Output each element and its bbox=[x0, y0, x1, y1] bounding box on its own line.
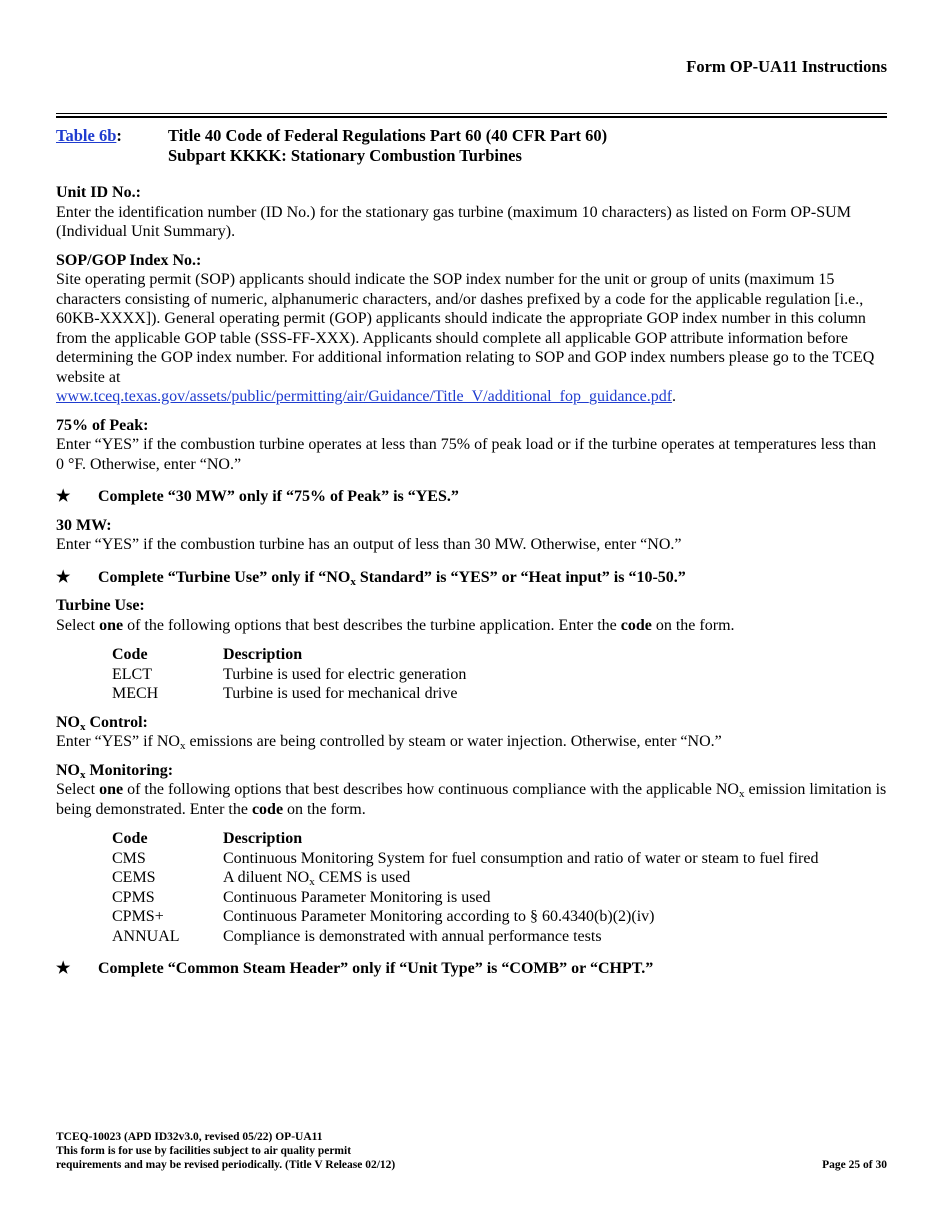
tu-text-pre: Select bbox=[56, 616, 100, 634]
code-cell: CPMS bbox=[112, 888, 155, 906]
table-title-block bbox=[56, 126, 887, 165]
nox-control-text bbox=[56, 732, 887, 752]
cems-desc-pre: A diluent NO bbox=[223, 869, 310, 886]
nox-control-title-sub: x bbox=[80, 720, 86, 733]
nox-control-text-post: emissions are being controlled by steam or water injection. Otherwise, enter “NO.” bbox=[185, 733, 722, 750]
peak-section bbox=[56, 416, 887, 475]
nox-control-title-post: Control: bbox=[85, 713, 148, 731]
nm-text-post: on the form. bbox=[283, 800, 366, 818]
header-rule-thin bbox=[56, 113, 887, 114]
unit-id-text: Enter the identification number (ID No.) for the stationary gas turbine (maximum 10 characters) as listed on Form OP-SUM (Individual Unit Summary). bbox=[56, 203, 851, 240]
nm-text-mid2: emission limitation is being demonstrated. Enter the bbox=[56, 781, 887, 818]
sop-gop-link-suffix: . bbox=[672, 388, 677, 405]
nm-text-sub: x bbox=[738, 788, 745, 800]
nox-monitoring-table bbox=[112, 829, 887, 946]
star-icon: ★ bbox=[56, 568, 71, 586]
table-label bbox=[56, 126, 168, 165]
table-row bbox=[112, 888, 887, 908]
nox-mon-title-post: Monitoring: bbox=[85, 761, 174, 779]
nm-text-mid: of the following options that best describes how continuous compliance with the applicable NO bbox=[123, 781, 739, 798]
page-header-title: Form OP-UA11 Instructions bbox=[686, 57, 887, 76]
nox-control-text-pre: Enter “YES” if NO bbox=[56, 733, 180, 750]
tu-text-post: on the form. bbox=[651, 616, 735, 634]
footer-line1: TCEQ-10023 (APD ID32v3.0, revised 05/22) OP-UA11 bbox=[56, 1131, 323, 1143]
mw30-section bbox=[56, 516, 887, 555]
tu-text-mid: of the following options that best describes the turbine application. Enter the bbox=[123, 616, 621, 634]
turbine-use-text bbox=[56, 616, 887, 636]
sop-gop-title: SOP/GOP Index No.: bbox=[56, 251, 202, 269]
note-turbine-pre: Complete “Turbine Use” only if “NO bbox=[98, 568, 351, 586]
mw30-text: Enter “YES” if the combustion turbine has an output of less than 30 MW. Otherwise, enter “NO.” bbox=[56, 536, 682, 553]
code-column-header: Code bbox=[112, 646, 148, 663]
description-cell: Continuous Parameter Monitoring is used bbox=[223, 888, 491, 906]
code-cell: ELCT bbox=[112, 665, 152, 683]
cems-desc-post: CEMS is used bbox=[314, 869, 411, 886]
nm-text-pre: Select bbox=[56, 781, 100, 798]
instructions-body bbox=[56, 126, 887, 981]
table-title-text bbox=[168, 126, 607, 165]
nox-control-text-sub: x bbox=[179, 740, 186, 752]
description-column-header: Description bbox=[223, 830, 303, 847]
header-rule-thick bbox=[56, 116, 887, 118]
table-row bbox=[112, 684, 887, 704]
description-cell: Continuous Monitoring System for fuel consumption and ratio of water or steam to fuel fired bbox=[223, 849, 819, 867]
tu-text-bold2: code bbox=[620, 616, 652, 634]
table-row bbox=[112, 907, 887, 927]
nox-monitoring-text bbox=[56, 780, 887, 819]
note-turbine-post: Standard” is “YES” or “Heat input” is “10-50.” bbox=[355, 568, 686, 586]
turbine-use-title: Turbine Use: bbox=[56, 597, 145, 614]
code-cell: ANNUAL bbox=[112, 927, 180, 945]
tu-text-bold1: one bbox=[99, 616, 124, 634]
nox-control-title bbox=[56, 713, 887, 733]
table-label-colon: : bbox=[116, 126, 122, 145]
nox-monitoring-title bbox=[56, 761, 887, 781]
description-cell: Turbine is used for mechanical drive bbox=[223, 685, 458, 702]
description-cell bbox=[223, 868, 410, 888]
table-row bbox=[112, 665, 887, 685]
code-cell: CMS bbox=[112, 849, 146, 867]
note-30mw-text: Complete “30 MW” only if “75% of Peak” is “YES.” bbox=[98, 488, 459, 505]
table-row bbox=[112, 927, 887, 947]
turbine-use-section bbox=[56, 596, 887, 704]
mw30-title: 30 MW: bbox=[56, 516, 112, 534]
sop-gop-text bbox=[56, 270, 887, 407]
description-column-header: Description bbox=[223, 646, 303, 663]
peak-text: Enter “YES” if the combustion turbine operates at less than 75% of peak load or if the turbine operates at temperatures less than 0 °F. Otherwise, enter “NO.” bbox=[56, 436, 877, 473]
table-row bbox=[112, 849, 887, 869]
table-title-line1: Title 40 Code of Federal Regulations Part 60 (40 CFR Part 60) bbox=[168, 126, 608, 145]
nox-monitoring-section bbox=[56, 761, 887, 947]
turbine-use-table bbox=[112, 645, 887, 704]
cems-desc-sub: x bbox=[309, 876, 315, 888]
code-cell: CPMS+ bbox=[112, 908, 164, 925]
table-6b-link[interactable]: Table 6b bbox=[56, 126, 117, 145]
unit-id-section bbox=[56, 183, 887, 242]
peak-title: 75% of Peak: bbox=[56, 416, 149, 434]
unit-id-title: Unit ID No.: bbox=[56, 184, 141, 201]
note-common-steam-header bbox=[56, 959, 887, 979]
nox-control-section bbox=[56, 713, 887, 752]
description-cell: Turbine is used for electric generation bbox=[223, 665, 467, 683]
note-turbine-use-text bbox=[98, 568, 686, 588]
description-cell: Compliance is demonstrated with annual performance tests bbox=[223, 927, 602, 945]
note-turbine-use bbox=[56, 568, 887, 588]
code-cell: MECH bbox=[112, 685, 159, 702]
footer-line3: requirements and may be revised periodically. (Title V Release 02/12) bbox=[56, 1159, 396, 1171]
table-row bbox=[112, 868, 887, 888]
nox-control-title-pre: NO bbox=[56, 713, 80, 731]
page-number: Page 25 of 30 bbox=[822, 1159, 887, 1171]
nox-mon-title-pre: NO bbox=[56, 761, 80, 779]
code-cell: CEMS bbox=[112, 869, 156, 886]
note-turbine-sub: x bbox=[350, 575, 356, 588]
tceq-guidance-link[interactable]: www.tceq.texas.gov/assets/public/permitting/air/Guidance/Title_V/additional_fop_guidance.pdf bbox=[56, 388, 673, 405]
table-title-line2: Subpart KKKK: Stationary Combustion Turbines bbox=[168, 145, 522, 165]
footer-form-info bbox=[56, 1130, 395, 1172]
nm-text-bold1: one bbox=[99, 781, 124, 798]
table-header-row bbox=[112, 829, 887, 849]
star-icon: ★ bbox=[56, 960, 71, 977]
footer-line2: This form is for use by facilities subject to air quality permit bbox=[56, 1145, 352, 1157]
nm-text-bold2: code bbox=[251, 800, 284, 818]
sop-gop-section bbox=[56, 251, 887, 407]
description-cell: Continuous Parameter Monitoring according to § 60.4340(b)(2)(iv) bbox=[223, 908, 655, 925]
table-header-row bbox=[112, 645, 887, 665]
note-30mw bbox=[56, 487, 887, 507]
note-steam-text: Complete “Common Steam Header” only if “Unit Type” is “COMB” or “CHPT.” bbox=[98, 960, 654, 977]
nox-mon-title-sub: x bbox=[80, 768, 86, 781]
code-column-header: Code bbox=[112, 830, 148, 847]
sop-gop-body: Site operating permit (SOP) applicants should indicate the SOP index number for the unit or group of units (maximum 15 characters consisting of numeric, alphanumeric characters, and/or dashes prefixed by a code for the applicable regulation [i.e., 60KB-XXXX]). General operating permit (GOP) applicants should indicate the appropriate GOP index number in this column from the applicable GOP table (SSS-FF-XXX). Applicants should complete all applicable GOP attribute information before determining the GOP index number. For additional information relating to SOP and GOP index numbers please go to the TCEQ website at bbox=[56, 271, 875, 386]
star-icon: ★ bbox=[56, 488, 71, 505]
